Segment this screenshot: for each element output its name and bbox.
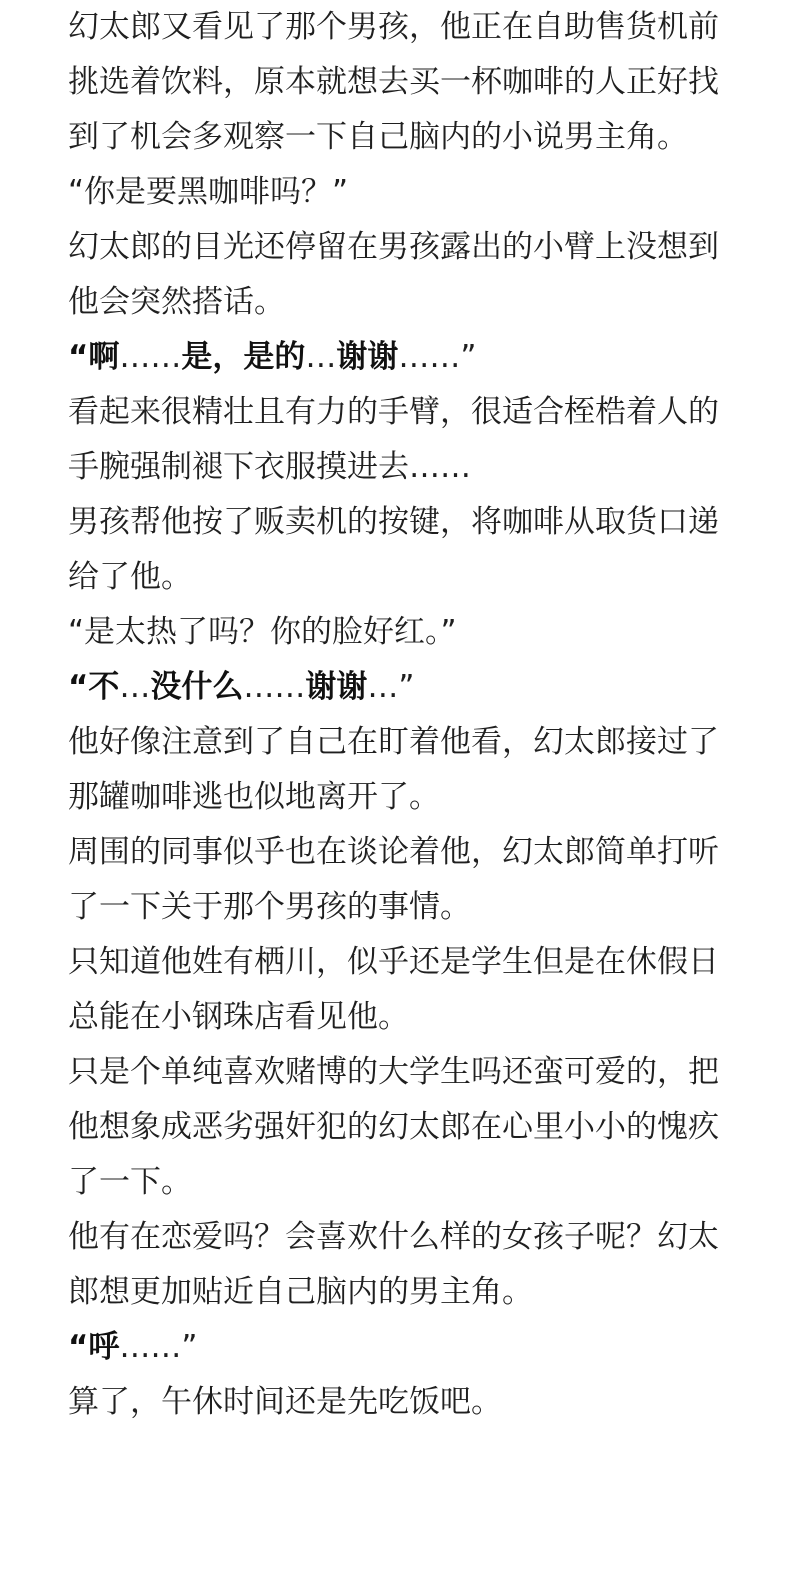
novel-text-body	[68, 0, 728, 1430]
paragraph-5: 看起来很精壮且有力的手臂，很适合桎梏着人的手腕强制褪下衣服摸进去……	[68, 394, 719, 485]
dialogue-run-ellipsis: …	[305, 339, 337, 375]
paragraph-1: 幻太郎又看见了那个男孩，他正在自助售货机前挑选着饮料，原本就想去买一杯咖啡的人正好找到了机会多观察一下自己脑内的小说男主角。	[68, 9, 719, 155]
dialogue-run-bold: 谢谢	[336, 339, 399, 375]
dialogue-run-bold: 谢谢	[305, 669, 368, 705]
dialogue-run-bold: “呼	[68, 1329, 120, 1365]
dialogue-run-bold: “不	[68, 669, 120, 705]
paragraph-13: 他有在恋爱吗？会喜欢什么样的女孩子呢？幻太郎想更加贴近自己脑内的男主角。	[68, 1219, 719, 1310]
paragraph-10: 周围的同事似乎也在谈论着他，幻太郎简单打听了一下关于那个男孩的事情。	[68, 834, 719, 925]
paragraph-6: 男孩帮他按了贩卖机的按键，将咖啡从取货口递给了他。	[68, 504, 719, 595]
dialogue-run-bold: “啊	[68, 339, 120, 375]
dialogue-run-ellipsis: …	[119, 669, 151, 705]
paragraph-7-dialogue: “是太热了吗？你的脸好红。”	[68, 614, 457, 650]
paragraph-11: 只知道他姓有栖川，似乎还是学生但是在休假日总能在小钢珠店看见他。	[68, 944, 719, 1035]
paragraph-8-dialogue	[68, 660, 728, 715]
paragraph-3: 幻太郎的目光还停留在男孩露出的小臂上没想到他会突然搭话。	[68, 229, 719, 320]
paragraph-15: 算了，午休时间还是先吃饭吧。	[68, 1384, 502, 1420]
paragraph-4-dialogue	[68, 330, 728, 385]
paragraph-12: 只是个单纯喜欢赌博的大学生吗还蛮可爱的，把他想象成恶劣强奸犯的幻太郎在心里小小的愧疚了一下。	[68, 1054, 719, 1200]
dialogue-run-ellipsis: ……”	[398, 339, 477, 375]
dialogue-run-bold: 没什么	[150, 669, 244, 705]
dialogue-run-bold: 是，是的	[181, 339, 306, 375]
paragraph-2-dialogue: “你是要黑咖啡吗？”	[68, 174, 349, 210]
paragraph-14-dialogue	[68, 1320, 728, 1375]
dialogue-run-ellipsis: ……	[119, 339, 182, 375]
dialogue-run-ellipsis: …”	[367, 669, 415, 705]
paragraph-9: 他好像注意到了自己在盯着他看，幻太郎接过了那罐咖啡逃也似地离开了。	[68, 724, 719, 815]
dialogue-run-ellipsis: ……	[243, 669, 306, 705]
dialogue-run-ellipsis: ……”	[119, 1329, 198, 1365]
